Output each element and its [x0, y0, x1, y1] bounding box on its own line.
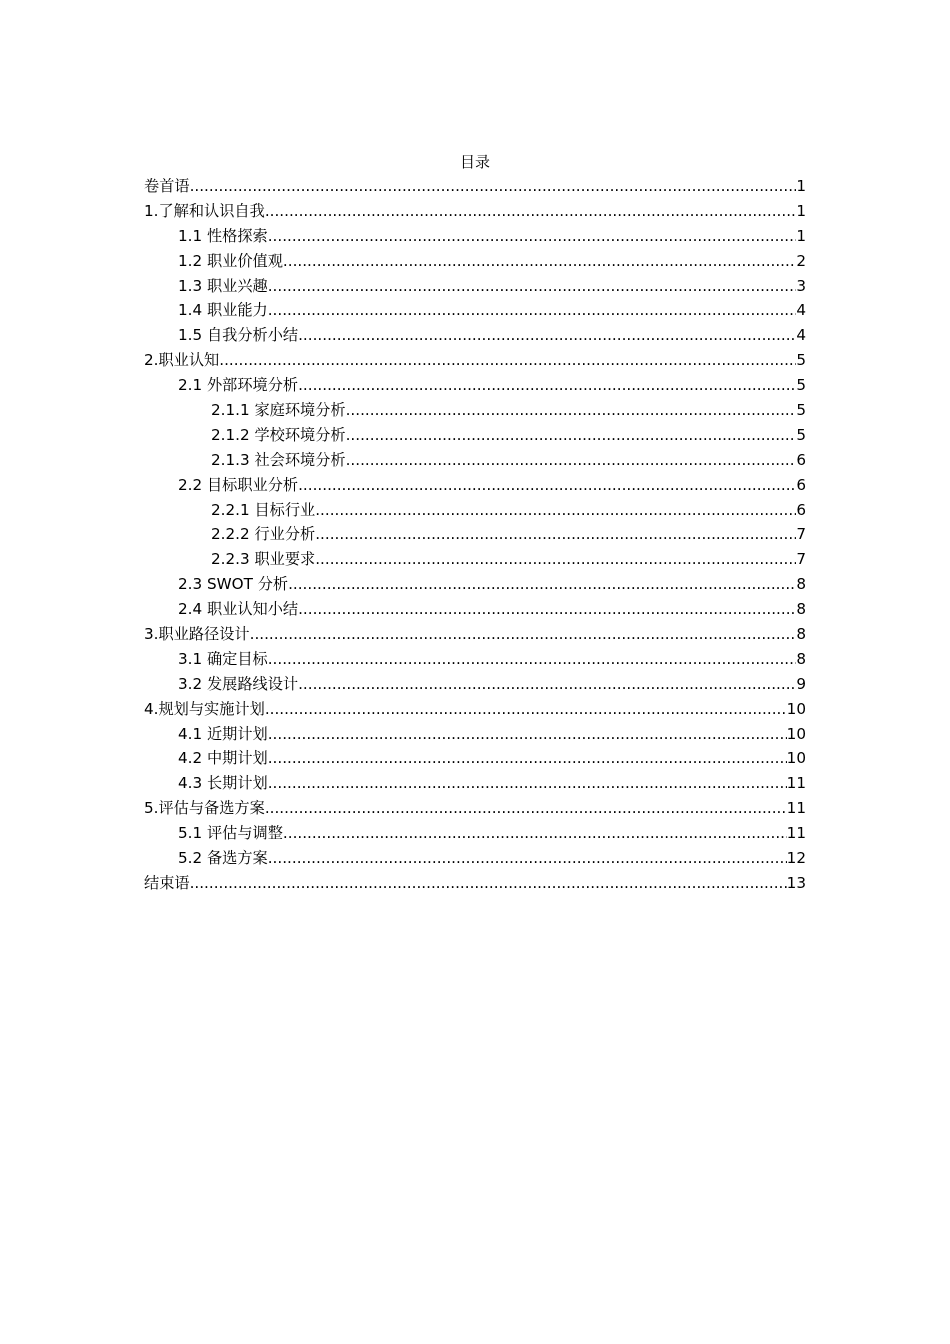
- toc-entry[interactable]: [144, 722, 806, 747]
- toc-entry[interactable]: [144, 697, 806, 722]
- toc-dot-leader: [283, 249, 796, 274]
- toc-entry-title: 4.2 中期计划: [178, 749, 268, 768]
- toc-dot-leader: [190, 174, 797, 199]
- toc-entry[interactable]: [144, 572, 806, 597]
- toc-entry-page-number: 10: [786, 699, 806, 718]
- toc-entry[interactable]: [144, 821, 806, 846]
- toc-entry-page-number: 10: [786, 724, 806, 743]
- toc-entry-title: 2.3 SWOT 分析: [178, 575, 289, 594]
- toc-dot-leader: [268, 846, 787, 871]
- toc-dot-leader: [346, 398, 797, 423]
- toc-entry[interactable]: [144, 771, 806, 796]
- toc-dot-leader: [265, 796, 787, 821]
- toc-entry[interactable]: [144, 348, 806, 373]
- toc-entry-page-number: 8: [796, 625, 806, 644]
- toc-entry-title: 3.1 确定目标: [178, 649, 268, 668]
- toc-entry-page-number: 12: [786, 849, 806, 868]
- toc-dot-leader: [346, 448, 797, 473]
- toc-entry-title: 2.4 职业认知小结: [178, 600, 299, 619]
- toc-dot-leader: [268, 224, 797, 249]
- toc-entry-title: 5.1 评估与调整: [178, 824, 283, 843]
- toc-dot-leader: [346, 423, 797, 448]
- toc-entry-page-number: 4: [796, 326, 806, 345]
- toc-entry-page-number: 5: [796, 351, 806, 370]
- toc-dot-leader: [268, 298, 797, 323]
- toc-entry-title: 2.2.2 行业分析: [211, 525, 316, 544]
- toc-entry-title: 2.1.2 学校环境分析: [211, 425, 346, 444]
- toc-entry-title: 1.3 职业兴趣: [178, 276, 268, 295]
- toc-dot-leader: [268, 274, 797, 299]
- toc-entry[interactable]: [144, 423, 806, 448]
- toc-entry-page-number: 6: [796, 450, 806, 469]
- toc-dot-leader: [219, 348, 796, 373]
- toc-entry[interactable]: [144, 547, 806, 572]
- toc-entry-page-number: 8: [796, 649, 806, 668]
- toc-dot-leader: [268, 771, 787, 796]
- toc-entry[interactable]: [144, 846, 806, 871]
- toc-entry-title: 卷首语: [144, 177, 190, 195]
- toc-entry-title: 2.1.1 家庭环境分析: [211, 401, 346, 420]
- toc-dot-leader: [283, 821, 787, 846]
- toc-entry-page-number: 11: [786, 824, 806, 843]
- toc-entry[interactable]: [144, 647, 806, 672]
- toc-entry-page-number: 2: [796, 251, 806, 270]
- toc-entry[interactable]: [144, 174, 806, 199]
- toc-dot-leader: [315, 498, 796, 523]
- toc-dot-leader: [298, 323, 796, 348]
- toc-entry[interactable]: [144, 298, 806, 323]
- toc-entry-title: 5.评估与备选方案: [144, 799, 265, 818]
- toc-entry[interactable]: [144, 448, 806, 473]
- toc-entry-page-number: 5: [796, 376, 806, 395]
- toc-entry[interactable]: [144, 498, 806, 523]
- toc-entry-title: 1.1 性格探索: [178, 226, 268, 245]
- toc-entry-page-number: 9: [796, 674, 806, 693]
- toc-entry-page-number: 11: [786, 799, 806, 818]
- toc-entry-title: 5.2 备选方案: [178, 849, 268, 868]
- toc-entry-title: 4.1 近期计划: [178, 724, 268, 743]
- toc-entry-title: 1.了解和认识自我: [144, 201, 265, 220]
- toc-dot-leader: [265, 199, 797, 224]
- toc-entry-page-number: 10: [786, 749, 806, 768]
- toc-entry[interactable]: [144, 224, 806, 249]
- toc-entry-page-number: 13: [786, 873, 806, 892]
- toc-entry[interactable]: [144, 871, 806, 896]
- toc-list: [144, 174, 806, 896]
- toc-entry[interactable]: [144, 199, 806, 224]
- toc-entry-page-number: 7: [796, 525, 806, 544]
- toc-entry-title: 1.4 职业能力: [178, 301, 268, 320]
- toc-dot-leader: [268, 722, 787, 747]
- toc-entry-page-number: 3: [796, 276, 806, 295]
- toc-entry[interactable]: [144, 373, 806, 398]
- toc-entry-title: 4.规划与实施计划: [144, 699, 265, 718]
- toc-entry[interactable]: [144, 323, 806, 348]
- toc-entry-title: 2.2 目标职业分析: [178, 475, 299, 494]
- toc-dot-leader: [298, 473, 796, 498]
- toc-title: 目录: [459, 153, 490, 171]
- toc-dot-leader: [315, 547, 796, 572]
- toc-entry[interactable]: [144, 622, 806, 647]
- toc-entry[interactable]: [144, 746, 806, 771]
- toc-entry[interactable]: [144, 274, 806, 299]
- toc-entry-page-number: 8: [796, 600, 806, 619]
- toc-entry-title: 2.1.3 社会环境分析: [211, 450, 346, 469]
- toc-dot-leader: [298, 597, 796, 622]
- toc-dot-leader: [298, 672, 796, 697]
- toc-entry-title: 4.3 长期计划: [178, 774, 268, 793]
- toc-dot-leader: [268, 746, 787, 771]
- toc-entry[interactable]: [144, 796, 806, 821]
- toc-entry[interactable]: [144, 672, 806, 697]
- toc-dot-leader: [298, 373, 796, 398]
- toc-entry-page-number: 1: [796, 201, 806, 220]
- toc-entry-page-number: 1: [796, 226, 806, 245]
- toc-entry[interactable]: [144, 249, 806, 274]
- toc-dot-leader: [315, 522, 796, 547]
- toc-entry-page-number: 6: [796, 500, 806, 519]
- toc-entry-title: 1.5 自我分析小结: [178, 326, 299, 345]
- toc-dot-leader: [288, 572, 796, 597]
- toc-entry-title: 2.职业认知: [144, 351, 220, 370]
- toc-entry[interactable]: [144, 473, 806, 498]
- toc-entry-page-number: 5: [796, 425, 806, 444]
- toc-entry-page-number: 11: [786, 774, 806, 793]
- toc-entry-page-number: 8: [796, 575, 806, 594]
- toc-entry[interactable]: [144, 597, 806, 622]
- toc-entry-title: 3.2 发展路线设计: [178, 674, 299, 693]
- toc-dot-leader: [250, 622, 797, 647]
- toc-entry-page-number: 1: [796, 177, 806, 195]
- toc-entry-page-number: 6: [796, 475, 806, 494]
- toc-entry-title: 2.2.3 职业要求: [211, 550, 316, 569]
- toc-entry-title: 2.2.1 目标行业: [211, 500, 316, 519]
- toc-entry-title: 1.2 职业价值观: [178, 251, 283, 270]
- toc-entry[interactable]: [144, 522, 806, 547]
- toc-dot-leader: [190, 871, 787, 896]
- toc-entry-title: 3.职业路径设计: [144, 625, 250, 644]
- toc-dot-leader: [265, 697, 787, 722]
- toc-entry-title: 2.1 外部环境分析: [178, 376, 299, 395]
- toc-entry[interactable]: [144, 398, 806, 423]
- toc-dot-leader: [268, 647, 797, 672]
- toc-entry-page-number: 4: [796, 301, 806, 320]
- toc-entry-title: 结束语: [144, 873, 190, 892]
- toc-entry-page-number: 7: [796, 550, 806, 569]
- toc-entry-page-number: 5: [796, 401, 806, 420]
